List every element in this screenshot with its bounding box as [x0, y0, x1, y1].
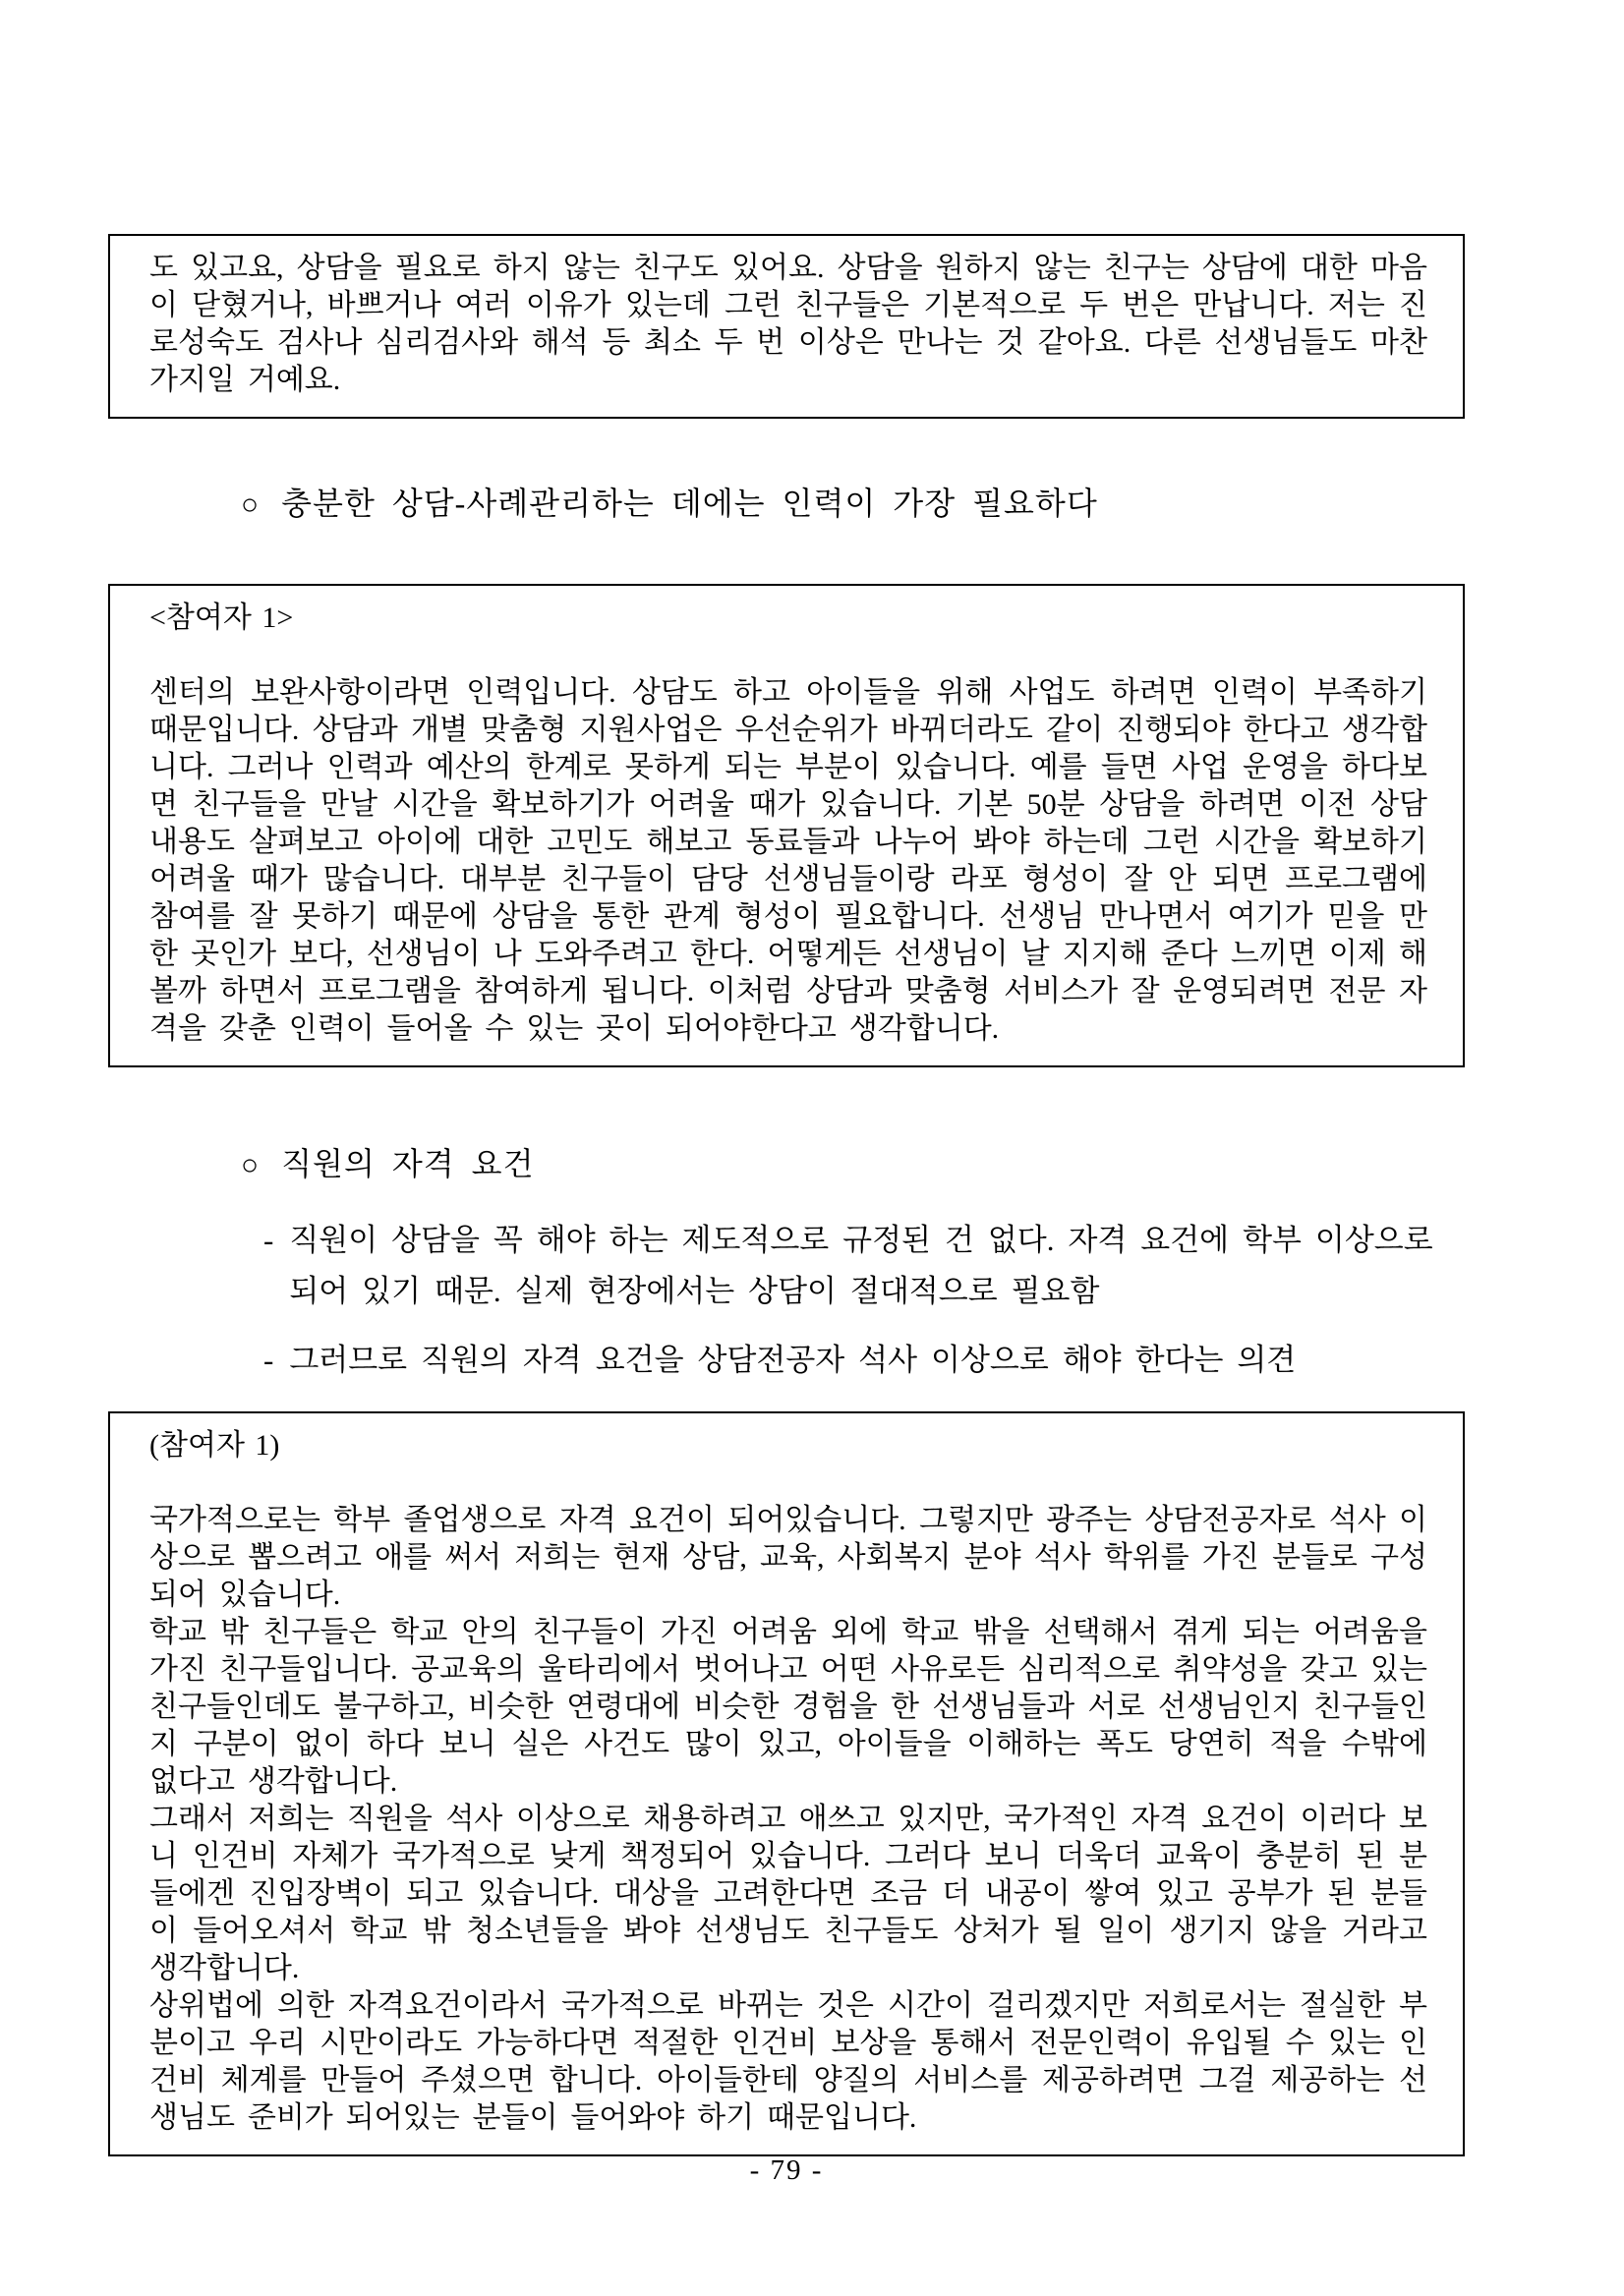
dash-bullet-icon: - — [263, 1223, 274, 1257]
page-number: - 79 - — [749, 2154, 824, 2186]
section-title: 충분한 상담-사례관리하는 데에는 인력이 가장 필요하다 — [281, 486, 1098, 521]
quote-paragraph: 국가적으로는 학부 졸업생으로 자격 요건이 되어있습니다. 그렇지만 광주는 상담전공자로 석사 이상으로 뽑으려고 애를 써서 저희는 현재 상담, 교육, 사회복지 분야 석사 학위를 가진 분들로 구성되어 있습니다. — [149, 1504, 1427, 1611]
dash-bullet-icon: - — [263, 1343, 274, 1377]
quote-text: 센터의 보완사항이라면 인력입니다. 상담도 하고 아이들을 위해 사업도 하려면 인력이 부족하기 때문입니다. 상담과 개별 맞춤형 지원사업은 우선순위가 바뀌더라도 같이 진행되야 한다고 생각합니다. 그러나 인력과 예산의 한계로 못하게 되는 부분이 있습니다. 예를 들면 사업 운영을 하다보면 친구들을 만날 시간을 확보하기가 어려울 때가 있습니다. 기본 50분 상담을 하려면 이전 상담 내용도 살펴보고 아이에 대한 고민도 해보고 동료들과 나누어 봐야 하는데 그런 시간을 확보하기 어려울 때가 많습니다. 대부분 친구들이 담당 선생님들이랑 라포 형성이 잘 안 되면 프로그램에 참여를 잘 못하기 때문에 상담을 통한 관계 형성이 필요합니다. 선생님 만나면서 여기가 믿을 만한 곳인가 보다, 선생님이 나 도와주려고 한다. 어떻게든 선생님이 날 지지해 준다 느끼면 이제 해볼까 하면서 프로그램을 참여하게 됩니다. 이처럼 상담과 맞춤형 서비스가 잘 운영되려면 전문 자격을 갖춘 인력이 들어올 수 있는 곳이 되어야한다고 생각합니다. — [149, 676, 1427, 1045]
sub-bullet-item — [108, 1335, 1465, 1386]
section-heading-qualifications — [108, 1142, 1465, 1187]
speaker-label: <참여자 1> — [149, 602, 294, 634]
section-heading-staffing — [108, 482, 1465, 527]
quote-box-participant-1-paren — [108, 1411, 1465, 2156]
sub-bullet-text: 직원이 상담을 꼭 해야 하는 제도적으로 규정된 건 없다. 자격 요건에 학부 이상으로 되어 있기 때문. 실제 현장에서는 상담이 절대적으로 필요함 — [289, 1223, 1433, 1308]
speaker-label: (참여자 1) — [149, 1429, 280, 1462]
circle-bullet-icon: ○ — [241, 1149, 261, 1181]
quote-box-continued — [108, 234, 1465, 419]
sub-bullet-item — [108, 1215, 1465, 1317]
section-title: 직원의 자격 요건 — [281, 1146, 535, 1181]
quote-paragraph: 그래서 저희는 직원을 석사 이상으로 채용하려고 애쓰고 있지만, 국가적인 자격 요건이 이러다 보니 인건비 자체가 국가적으로 낮게 책정되어 있습니다. 그러다 보니 더욱더 교육이 충분히 된 분들에겐 진입장벽이 되고 있습니다. 대상을 고려한다면 조금 더 내공이 쌓여 있고 공부가 된 분들이 들어오셔서 학교 밖 청소년들을 봐야 선생님도 친구들도 상처가 될 일이 생기지 않을 거라고 생각합니다. — [149, 1803, 1427, 1984]
quote-paragraph: 학교 밖 친구들은 학교 안의 친구들이 가진 어려움 외에 학교 밖을 선택해서 겪게 되는 어려움을 가진 친구들입니다. 공교육의 울타리에서 벗어나고 어떤 사유로든 심리적으로 취약성을 갖고 있는 친구들인데도 불구하고, 비슷한 연령대에 비슷한 경험을 한 선생님들과 서로 선생님인지 친구들인지 구분이 없이 하다 보니 실은 사건도 많이 있고, 아이들을 이해하는 폭도 당연히 적을 수밖에 없다고 생각합니다. — [149, 1616, 1427, 1798]
quote-text: 도 있고요, 상담을 필요로 하지 않는 친구도 있어요. 상담을 원하지 않는 친구는 상담에 대한 마음이 닫혔거나, 바쁘거나 여러 이유가 있는데 그런 친구들은 기본적으로 두 번은 만납니다. 저는 진로성숙도 검사나 심리검사와 해석 등 최소 두 번 이상은 만나는 것 같아요. 다른 선생님들도 마찬가지일 거예요. — [149, 252, 1427, 396]
page-content — [108, 0, 1465, 2156]
circle-bullet-icon: ○ — [241, 488, 261, 521]
quote-box-participant-1-angle — [108, 584, 1465, 1067]
sub-bullet-text: 그러므로 직원의 자격 요건을 상담전공자 석사 이상으로 해야 한다는 의견 — [289, 1343, 1297, 1377]
quote-paragraph: 상위법에 의한 자격요건이라서 국가적으로 바뀌는 것은 시간이 걸리겠지만 저희로서는 절실한 부분이고 우리 시만이라도 가능하다면 적절한 인건비 보상을 통해서 전문인력이 유입될 수 있는 인건비 체계를 만들어 주셨으면 합니다. 아이들한테 양질의 서비스를 제공하려면 그걸 제공하는 선생님도 준비가 되어있는 분들이 들어와야 하기 때문입니다. — [149, 1989, 1427, 2134]
